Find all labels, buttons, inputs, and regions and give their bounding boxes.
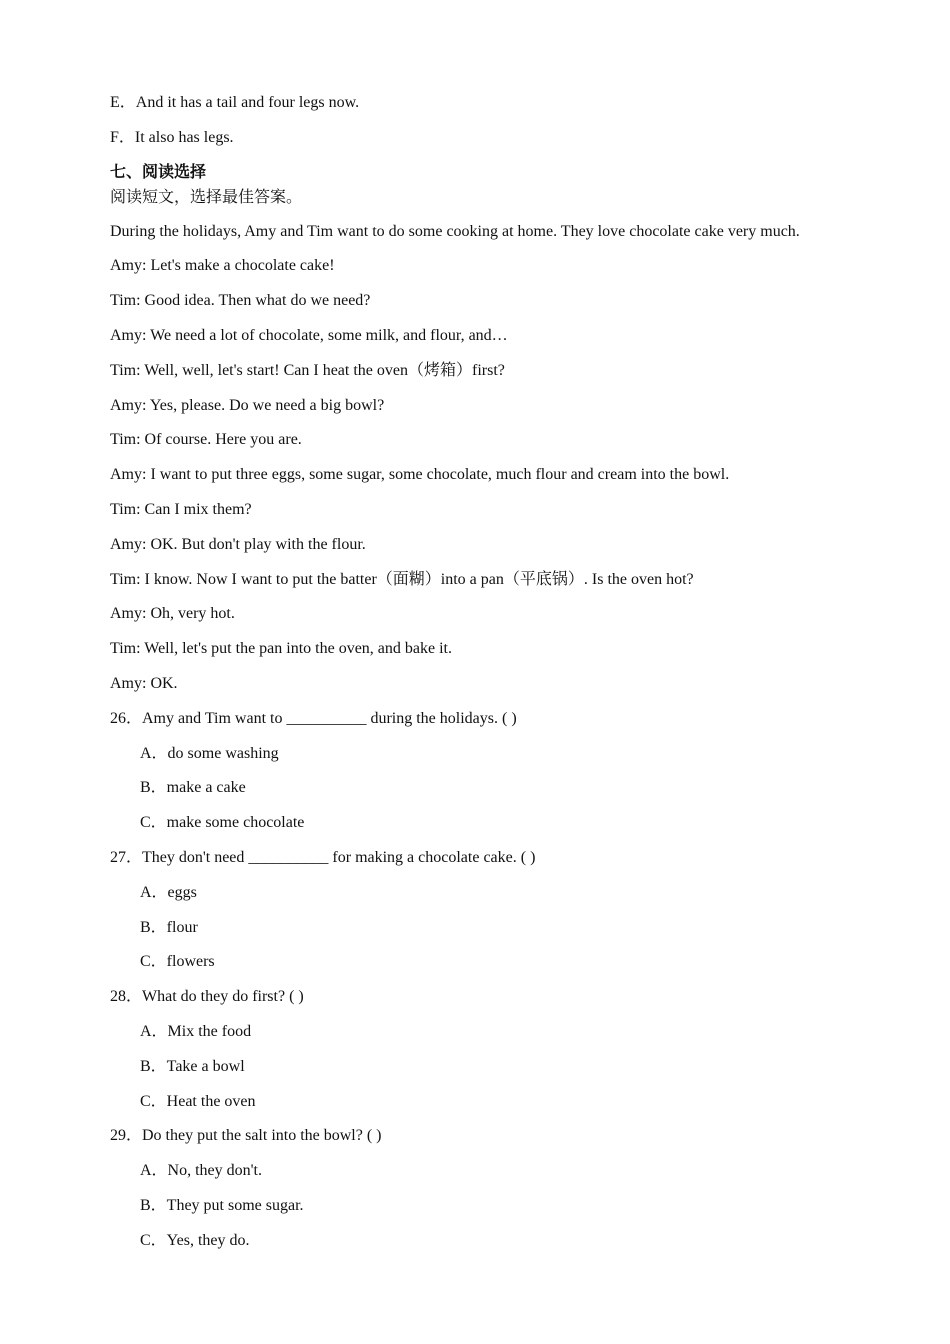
section-instruction: 阅读短文，选择最佳答案。 bbox=[110, 186, 303, 206]
section-title: 七、阅读选择 bbox=[110, 161, 207, 181]
question-28 bbox=[110, 986, 870, 1112]
passage-line: Amy: OK. bbox=[110, 674, 178, 692]
question-stem: 29．Do they put the salt into the bowl? ( ) bbox=[110, 1127, 382, 1145]
question-stem: 28．What do they do first? ( ) bbox=[110, 988, 304, 1006]
passage-line: Amy: I want to put three eggs, some sugar, some chocolate, much flour and cream into the bowl. bbox=[110, 466, 730, 484]
passage-line: Amy: Yes, please. Do we need a big bowl? bbox=[110, 396, 385, 414]
answer-option[interactable]: A．eggs bbox=[140, 883, 197, 901]
worksheet-page bbox=[110, 92, 870, 1252]
answer-option[interactable]: A．No, they don't. bbox=[140, 1162, 262, 1180]
passage-line: Tim: Good idea. Then what do we need? bbox=[110, 292, 371, 310]
reading-passage bbox=[110, 221, 870, 695]
answer-option[interactable]: B．They put some sugar. bbox=[140, 1196, 304, 1214]
question-stem: 27．They don't need __________ for making a chocolate cake. ( ) bbox=[110, 848, 536, 866]
passage-line: Amy: OK. But don't play with the flour. bbox=[110, 535, 366, 553]
answer-option[interactable]: B．make a cake bbox=[140, 779, 246, 797]
passage-line: Tim: Well, let's put the pan into the oven, and bake it. bbox=[110, 640, 452, 658]
answer-option[interactable]: C．flowers bbox=[140, 953, 215, 971]
answer-option[interactable]: B．flour bbox=[140, 918, 198, 936]
passage-line: Amy: Oh, very hot. bbox=[110, 605, 235, 623]
answer-option[interactable]: B．Take a bowl bbox=[140, 1057, 245, 1075]
answer-option[interactable]: A．Mix the food bbox=[140, 1022, 252, 1040]
answer-option[interactable]: C．make some chocolate bbox=[140, 814, 305, 832]
answer-option[interactable]: C．Heat the oven bbox=[140, 1092, 256, 1110]
passage-line: Tim: Well, well, let's start! Can I heat the oven（烤箱）first? bbox=[110, 361, 505, 379]
passage-line: Amy: Let's make a chocolate cake! bbox=[110, 257, 335, 275]
answer-option[interactable]: A．do some washing bbox=[140, 744, 279, 762]
passage-line: During the holidays, Amy and Tim want to do some cooking at home. They love chocolate cake very much. bbox=[110, 222, 800, 240]
question-29 bbox=[110, 1125, 870, 1251]
option-f: F．It also has legs. bbox=[110, 128, 234, 146]
passage-line: Tim: I know. Now I want to put the batter（面糊）into a pan（平底锅）. Is the oven hot? bbox=[110, 570, 694, 588]
passage-line: Tim: Can I mix them? bbox=[110, 500, 252, 518]
question-27 bbox=[110, 847, 870, 973]
passage-line: Amy: We need a lot of chocolate, some milk, and flour, and… bbox=[110, 326, 508, 344]
passage-line: Tim: Of course. Here you are. bbox=[110, 431, 302, 449]
answer-option[interactable]: C．Yes, they do. bbox=[140, 1231, 250, 1249]
question-stem: 26．Amy and Tim want to __________ during the holidays. ( ) bbox=[110, 709, 517, 727]
question-26 bbox=[110, 708, 870, 834]
option-e: E．And it has a tail and four legs now. bbox=[110, 94, 360, 111]
